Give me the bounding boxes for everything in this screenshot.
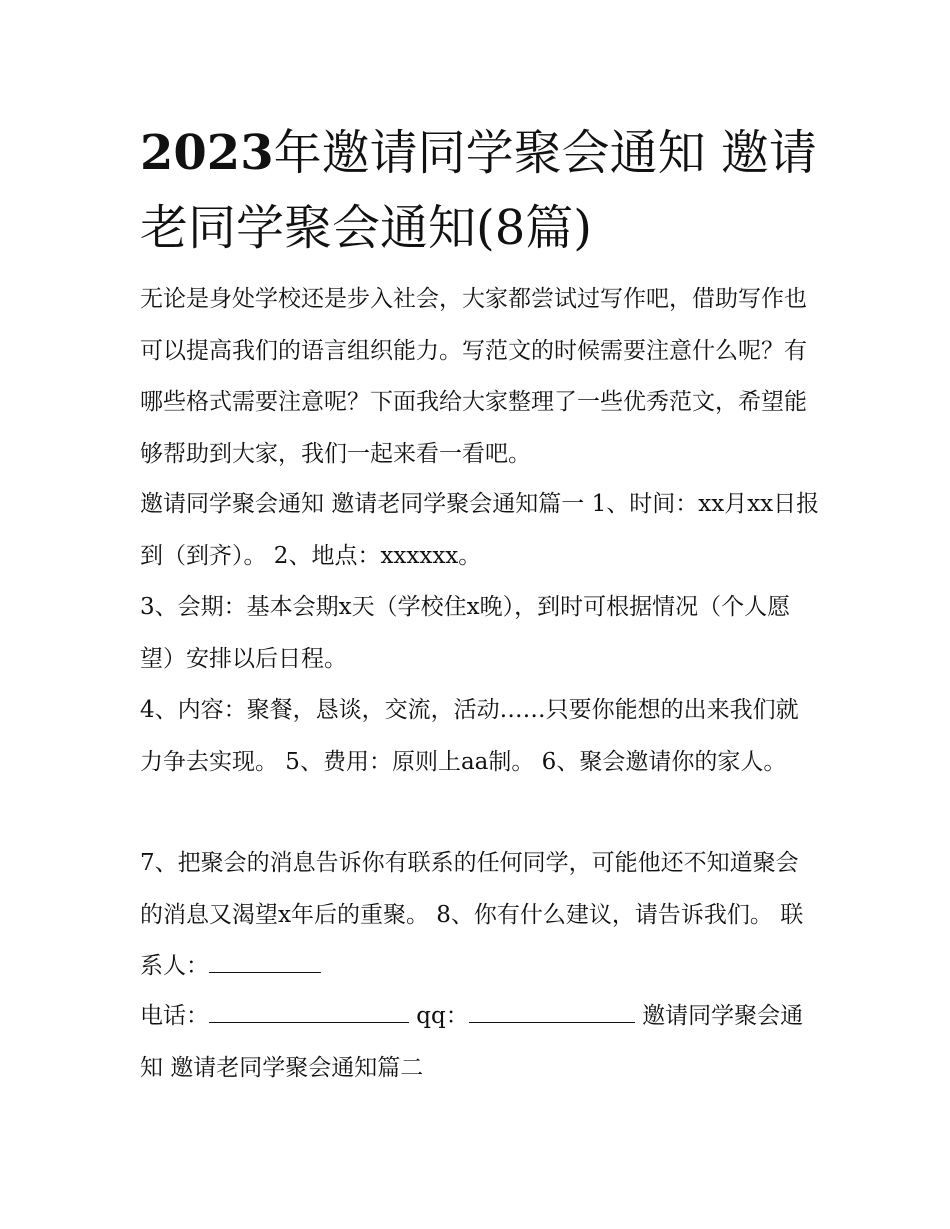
contact-blank-line [209, 954, 321, 973]
document-title [140, 116, 820, 266]
next-section-heading: 邀请同学聚会通知 邀请老同学聚会通知篇二 [140, 1003, 804, 1081]
phone-label: 电话： [140, 1003, 209, 1029]
title-text: 年邀请同学聚会通知 邀请老同学聚会通知(8篇) [140, 125, 817, 256]
section-phone-qq [140, 991, 820, 1094]
title-year: 2023 [140, 125, 274, 181]
qq-label: qq： [409, 1003, 469, 1029]
qq-blank-line [469, 1004, 635, 1023]
section-time-place: 邀请同学聚会通知 邀请老同学聚会通知篇一 1、时间：xx月xx日报到（到齐）。 2、地点：xxxxxx。 [140, 491, 820, 569]
section-contact [140, 838, 820, 993]
intro-paragraph: 无论是身处学校还是步入社会，大家都尝试过写作吧，借助写作也可以提高我们的语言组织能力。写范文的时候需要注意什么呢？有哪些格式需要注意呢？下面我给大家整理了一些优秀范文，希望能够帮助到大家，我们一起来看一看吧。 [140, 286, 807, 467]
phone-blank-line [209, 1004, 409, 1023]
section-content-fee: 4、内容：聚餐，恳谈，交流，活动……只要你能想的出来我们就力争去实现。 5、费用：原则上aa制。 6、聚会邀请你的家人。 [140, 697, 799, 775]
section-duration: 3、会期：基本会期x天（学校住x晚），到时可根据情况（个人愿望）安排以后日程。 [140, 594, 791, 672]
contact-text: 7、把聚会的消息告诉你有联系的任何同学，可能他还不知道聚会的消息又渴望x年后的重聚。 8、你有什么建议，请告诉我们。 联系人： [140, 850, 804, 979]
